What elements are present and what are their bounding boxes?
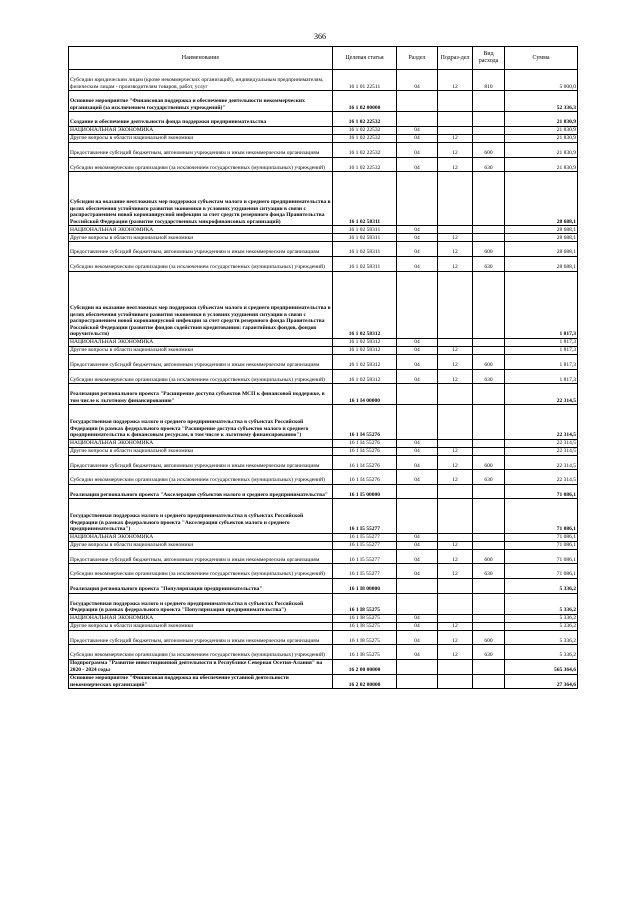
row-name: Предоставление субсидий бюджетным, автономным учреждениям и иным некоммерческим организациям <box>69 142 333 157</box>
row-expense-type <box>473 338 505 346</box>
row-name: Государственная поддержка малого и среднего предпринимательства в субъектах Российской Федерации (в рамках федерального проекта "Акселерация субъектов малого и среднего предпринимательства") <box>69 499 333 533</box>
row-section <box>397 384 438 405</box>
row-target-article: 16 1 02 22532 <box>333 142 397 157</box>
row-expense-type <box>473 593 505 614</box>
row-section: 04 <box>397 447 438 455</box>
row-target-article: 16 1 02 58312 <box>333 346 397 354</box>
row-target-article: 16 1 I4 55276 <box>333 439 397 447</box>
row-expense-type <box>473 384 505 405</box>
row-section: 04 <box>397 70 438 91</box>
row-expense-type <box>473 447 505 455</box>
row-section <box>397 484 438 499</box>
row-expense-type <box>473 579 505 594</box>
row-subsection <box>438 439 473 447</box>
row-expense-type: 630 <box>473 645 505 660</box>
row-sum: 22 314,5 <box>505 470 578 485</box>
row-subsection <box>438 579 473 594</box>
row-section: 04 <box>397 346 438 354</box>
row-section: 04 <box>397 533 438 541</box>
row-expense-type: 630 <box>473 256 505 271</box>
row-expense-type: 810 <box>473 70 505 91</box>
row-name: Предоставление субсидий бюджетным, автономным учреждениям и иным некоммерческим организациям <box>69 549 333 564</box>
row-subsection <box>438 384 473 405</box>
row-subsection: 12 <box>438 455 473 470</box>
row-section <box>397 660 438 675</box>
table-row <box>69 142 578 157</box>
row-section: 04 <box>397 142 438 157</box>
row-target-article: 16 1 02 58311 <box>333 242 397 257</box>
row-sum: 71 086,1 <box>505 564 578 579</box>
row-expense-type: 630 <box>473 369 505 384</box>
row-expense-type: 600 <box>473 455 505 470</box>
row-target-article: 16 1 02 22532 <box>333 112 397 127</box>
row-section <box>397 172 438 226</box>
row-subsection: 12 <box>438 549 473 564</box>
row-name: Предоставление субсидий бюджетным, автономным учреждениям и иным некоммерческим организациям <box>69 354 333 369</box>
row-section: 04 <box>397 126 438 134</box>
row-expense-type <box>473 172 505 226</box>
row-subsection: 12 <box>438 645 473 660</box>
row-expense-type <box>473 234 505 242</box>
table-row <box>69 157 578 172</box>
row-sum: 21 830,9 <box>505 157 578 172</box>
row-section: 04 <box>397 455 438 470</box>
table-row <box>69 660 578 675</box>
row-target-article: 16 1 I5 55277 <box>333 549 397 564</box>
row-section: 04 <box>397 157 438 172</box>
row-subsection <box>438 91 473 112</box>
row-section <box>397 112 438 127</box>
row-sum: 5 336,2 <box>505 593 578 614</box>
row-sum: 28 688,1 <box>505 242 578 257</box>
row-expense-type <box>473 112 505 127</box>
row-sum: 28 688,1 <box>505 172 578 226</box>
table-row <box>69 70 578 91</box>
row-target-article: 16 1 02 58311 <box>333 234 397 242</box>
row-target-article: 16 1 02 58312 <box>333 369 397 384</box>
table-row <box>69 439 578 447</box>
row-expense-type <box>473 134 505 142</box>
row-sum: 5 336,2 <box>505 614 578 622</box>
row-sum: 22 314,5 <box>505 447 578 455</box>
row-sum: 5 336,2 <box>505 645 578 660</box>
row-subsection: 12 <box>438 630 473 645</box>
row-section: 04 <box>397 630 438 645</box>
row-subsection <box>438 172 473 226</box>
row-subsection: 12 <box>438 447 473 455</box>
row-subsection <box>438 271 473 338</box>
row-name: Предоставление субсидий бюджетным, автономным учреждениям и иным некоммерческим организациям <box>69 630 333 645</box>
row-subsection <box>438 660 473 675</box>
page-number: 366 <box>314 32 326 41</box>
row-sum: 5 336,2 <box>505 579 578 594</box>
header-subsection: Подраз-дел <box>438 47 473 70</box>
row-subsection <box>438 226 473 234</box>
row-sum: 71 086,1 <box>505 549 578 564</box>
row-sum: 1 817,3 <box>505 369 578 384</box>
row-subsection: 12 <box>438 369 473 384</box>
table-row <box>69 271 578 338</box>
row-subsection <box>438 593 473 614</box>
row-section: 04 <box>397 439 438 447</box>
table-row <box>69 579 578 594</box>
row-expense-type <box>473 499 505 533</box>
row-subsection <box>438 484 473 499</box>
row-name: Субсидии некоммерческим организациям (за исключением государственных (муниципальных) учреждений) <box>69 564 333 579</box>
table-row <box>69 630 578 645</box>
row-name: Субсидии некоммерческим организациям (за исключением государственных (муниципальных) учреждений) <box>69 256 333 271</box>
row-section: 04 <box>397 134 438 142</box>
row-name: Субсидии юридическим лицам (кроме некоммерческих организаций), индивидуальным предпринимателям, физическим лицам - производителям товаров, работ, услуг <box>69 70 333 91</box>
row-expense-type: 600 <box>473 242 505 257</box>
row-target-article: 16 1 02 58311 <box>333 226 397 234</box>
row-sum: 21 830,9 <box>505 134 578 142</box>
row-section <box>397 674 438 689</box>
row-expense-type: 600 <box>473 142 505 157</box>
row-section <box>397 579 438 594</box>
table-row <box>69 338 578 346</box>
row-sum: 21 830,9 <box>505 142 578 157</box>
table-row <box>69 541 578 549</box>
row-target-article: 16 1 I5 55277 <box>333 533 397 541</box>
row-target-article: 16 1 02 58311 <box>333 172 397 226</box>
row-expense-type <box>473 622 505 630</box>
row-name: Субсидии некоммерческим организациям (за исключением государственных (муниципальных) учреждений) <box>69 157 333 172</box>
table-row <box>69 172 578 226</box>
row-sum: 52 336,3 <box>505 91 578 112</box>
row-sum: 71 086,1 <box>505 541 578 549</box>
row-subsection: 12 <box>438 564 473 579</box>
row-name: НАЦИОНАЛЬНАЯ ЭКОНОМИКА <box>69 338 333 346</box>
row-expense-type <box>473 614 505 622</box>
row-expense-type <box>473 271 505 338</box>
row-section <box>397 499 438 533</box>
row-subsection: 12 <box>438 70 473 91</box>
table-row <box>69 384 578 405</box>
row-target-article: 16 1 02 58312 <box>333 354 397 369</box>
header-section: Раздел <box>397 47 438 70</box>
row-name: Основное мероприятие "Финансовая поддержка на обеспечение уставной деятельности некоммерческих организаций" <box>69 674 333 689</box>
row-subsection: 12 <box>438 541 473 549</box>
row-expense-type <box>473 126 505 134</box>
row-sum: 71 086,1 <box>505 499 578 533</box>
row-name: Другие вопросы в области национальной экономики <box>69 134 333 142</box>
table-row <box>69 499 578 533</box>
row-section <box>397 91 438 112</box>
row-expense-type: 600 <box>473 630 505 645</box>
table-row <box>69 593 578 614</box>
row-target-article: 16 1 02 22532 <box>333 126 397 134</box>
row-target-article: 16 1 I8 55275 <box>333 630 397 645</box>
row-sum: 5 336,2 <box>505 630 578 645</box>
row-name: НАЦИОНАЛЬНАЯ ЭКОНОМИКА <box>69 614 333 622</box>
row-name: Другие вопросы в области национальной экономики <box>69 447 333 455</box>
row-target-article: 16 1 I8 55275 <box>333 593 397 614</box>
row-target-article: 16 1 I8 55275 <box>333 622 397 630</box>
row-name: НАЦИОНАЛЬНАЯ ЭКОНОМИКА <box>69 439 333 447</box>
table-row <box>69 134 578 142</box>
row-name: НАЦИОНАЛЬНАЯ ЭКОНОМИКА <box>69 126 333 134</box>
row-expense-type: 600 <box>473 354 505 369</box>
table-row <box>69 405 578 439</box>
row-expense-type: 630 <box>473 470 505 485</box>
row-sum: 21 830,9 <box>505 112 578 127</box>
row-target-article: 16 1 01 22511 <box>333 70 397 91</box>
row-name: Государственная поддержка малого и среднего предпринимательства в субъектах Российской Федерации (в рамках федерального проекта "Расширение доступа субъектов малого и среднего предпринимательства к финансовым ресурсам, в том числе к льготному финансированию") <box>69 405 333 439</box>
row-section: 04 <box>397 470 438 485</box>
row-subsection <box>438 499 473 533</box>
row-expense-type <box>473 533 505 541</box>
row-sum: 565 364,6 <box>505 660 578 675</box>
row-name: Другие вопросы в области национальной экономики <box>69 541 333 549</box>
row-section: 04 <box>397 549 438 564</box>
row-expense-type <box>473 91 505 112</box>
row-expense-type <box>473 541 505 549</box>
table-row <box>69 564 578 579</box>
row-subsection: 12 <box>438 234 473 242</box>
row-target-article: 16 1 I4 55276 <box>333 405 397 439</box>
row-sum: 5 000,0 <box>505 70 578 91</box>
row-target-article: 16 1 I4 00000 <box>333 384 397 405</box>
row-section <box>397 593 438 614</box>
table-row <box>69 622 578 630</box>
row-target-article: 16 1 02 22532 <box>333 134 397 142</box>
row-target-article: 16 1 I4 55276 <box>333 470 397 485</box>
row-section: 04 <box>397 354 438 369</box>
row-name: НАЦИОНАЛЬНАЯ ЭКОНОМИКА <box>69 226 333 234</box>
table-row <box>69 242 578 257</box>
row-target-article: 16 1 I5 55277 <box>333 541 397 549</box>
row-expense-type: 630 <box>473 564 505 579</box>
table-row <box>69 256 578 271</box>
row-target-article: 16 1 02 58312 <box>333 338 397 346</box>
row-sum: 1 817,3 <box>505 338 578 346</box>
row-name: Другие вопросы в области национальной экономики <box>69 622 333 630</box>
row-target-article: 16 1 I8 55275 <box>333 645 397 660</box>
row-expense-type <box>473 405 505 439</box>
row-name: Основное мероприятие "Финансовая поддержка и обеспечение деятельности некоммерческих организаций (за исключением государственных учреждений)" <box>69 91 333 112</box>
row-subsection: 12 <box>438 346 473 354</box>
header-sum: Сумма <box>505 47 578 70</box>
table-row <box>69 533 578 541</box>
row-subsection: 12 <box>438 157 473 172</box>
row-sum: 22 314,5 <box>505 439 578 447</box>
header-expense-type: Вид расхода <box>473 47 505 70</box>
table-row <box>69 470 578 485</box>
row-section: 04 <box>397 369 438 384</box>
row-section: 04 <box>397 614 438 622</box>
row-name: НАЦИОНАЛЬНАЯ ЭКОНОМИКА <box>69 533 333 541</box>
row-name: Другие вопросы в области национальной экономики <box>69 346 333 354</box>
row-subsection: 12 <box>438 622 473 630</box>
row-sum: 22 314,5 <box>505 455 578 470</box>
row-target-article: 16 1 02 00000 <box>333 91 397 112</box>
row-target-article: 16 1 02 22532 <box>333 157 397 172</box>
table-row <box>69 91 578 112</box>
row-name: Субсидии некоммерческим организациям (за исключением государственных (муниципальных) учреждений) <box>69 470 333 485</box>
row-sum: 27 364,6 <box>505 674 578 689</box>
row-sum: 22 314,5 <box>505 384 578 405</box>
table-row <box>69 126 578 134</box>
row-subsection <box>438 614 473 622</box>
row-section: 04 <box>397 541 438 549</box>
row-expense-type <box>473 484 505 499</box>
row-target-article: 16 1 I5 00000 <box>333 484 397 499</box>
row-expense-type <box>473 226 505 234</box>
row-name: Субсидии на оказание неотложных мер поддержки субъектам малого и среднего предпринимательства в целях обеспечения устойчивого развития экономики в условиях ухудшения ситуации в связи с распространением новой коронавирусной инфекции за счет средств резервного фонда Правительства Российской Федерации (развитие фондов содействия кредитованию: гарантийных фондов, фондов поручительств) <box>69 271 333 338</box>
row-expense-type <box>473 346 505 354</box>
row-name: Реализация регионального проекта "Популяризация предпринимательства" <box>69 579 333 594</box>
row-section: 04 <box>397 338 438 346</box>
row-name: Государственная поддержка малого и среднего предпринимательства в субъектах Российской Федерации (в рамках федерального проекта "Популяризация предпринимательства") <box>69 593 333 614</box>
row-name: Субсидии некоммерческим организациям (за исключением государственных (муниципальных) учреждений) <box>69 369 333 384</box>
row-name: Реализация регионального проекта "Акселерация субъектов малого и среднего предпринимательства" <box>69 484 333 499</box>
row-sum: 5 336,2 <box>505 622 578 630</box>
table-header-row <box>69 47 578 70</box>
row-section: 04 <box>397 645 438 660</box>
row-sum: 21 830,9 <box>505 126 578 134</box>
table-row <box>69 645 578 660</box>
row-section: 04 <box>397 622 438 630</box>
row-sum: 28 688,1 <box>505 226 578 234</box>
row-name: Субсидии некоммерческим организациям (за исключением государственных (муниципальных) учреждений) <box>69 645 333 660</box>
row-section <box>397 405 438 439</box>
table-row <box>69 484 578 499</box>
row-subsection <box>438 338 473 346</box>
row-expense-type <box>473 439 505 447</box>
row-subsection <box>438 126 473 134</box>
table-row <box>69 346 578 354</box>
row-subsection <box>438 112 473 127</box>
table-body <box>69 70 578 689</box>
row-section: 04 <box>397 256 438 271</box>
row-target-article: 16 1 I5 55277 <box>333 499 397 533</box>
row-sum: 1 817,3 <box>505 354 578 369</box>
row-sum: 71 086,1 <box>505 484 578 499</box>
row-section: 04 <box>397 234 438 242</box>
row-subsection <box>438 405 473 439</box>
row-name: Предоставление субсидий бюджетным, автономным учреждениям и иным некоммерческим организациям <box>69 242 333 257</box>
row-expense-type <box>473 660 505 675</box>
row-subsection: 12 <box>438 354 473 369</box>
row-subsection: 12 <box>438 142 473 157</box>
row-expense-type <box>473 674 505 689</box>
row-section: 04 <box>397 564 438 579</box>
header-target-article: Целевая статья <box>333 47 397 70</box>
budget-table <box>68 46 578 689</box>
row-subsection: 12 <box>438 242 473 257</box>
row-target-article: 16 1 I8 00000 <box>333 579 397 594</box>
table-row <box>69 226 578 234</box>
row-expense-type: 630 <box>473 157 505 172</box>
row-subsection: 12 <box>438 256 473 271</box>
table-row <box>69 354 578 369</box>
table-row <box>69 549 578 564</box>
row-subsection: 12 <box>438 134 473 142</box>
row-name: Другие вопросы в области национальной экономики <box>69 234 333 242</box>
row-subsection: 12 <box>438 470 473 485</box>
row-name: Реализация регионального проекта "Расширение доступа субъектов МСП к финансовой поддержке, в том числе к льготному финансированию" <box>69 384 333 405</box>
row-sum: 22 314,5 <box>505 405 578 439</box>
row-target-article: 16 2 00 00000 <box>333 660 397 675</box>
row-name: Подпрограмма "Развитие инвестиционной деятельности в Республике Северная Осетия-Алания" на 2020 - 2024 годы <box>69 660 333 675</box>
table-row <box>69 447 578 455</box>
row-sum: 28 688,1 <box>505 234 578 242</box>
row-expense-type: 600 <box>473 549 505 564</box>
row-target-article: 16 2 02 00000 <box>333 674 397 689</box>
table-row <box>69 674 578 689</box>
row-subsection <box>438 674 473 689</box>
row-subsection <box>438 533 473 541</box>
row-sum: 1 817,3 <box>505 271 578 338</box>
row-sum: 71 086,1 <box>505 533 578 541</box>
table-row <box>69 112 578 127</box>
row-target-article: 16 1 I8 55275 <box>333 614 397 622</box>
table-row <box>69 614 578 622</box>
row-sum: 1 817,3 <box>505 346 578 354</box>
table-row <box>69 369 578 384</box>
header-name: Наименование <box>69 47 333 70</box>
row-target-article: 16 1 I4 55276 <box>333 447 397 455</box>
row-target-article: 16 1 I4 55276 <box>333 455 397 470</box>
row-target-article: 16 1 02 58311 <box>333 256 397 271</box>
row-name: Субсидии на оказание неотложных мер поддержки субъектам малого и среднего предпринимательства в целях обеспечения устойчивого развития экономики в условиях ухудшения ситуации в связи с распространением новой коронавирусной инфекции за счет средств резервного фонда Правительства Российской Федерации (развитие государственных микрофинансовых организаций) <box>69 172 333 226</box>
table-row <box>69 234 578 242</box>
row-target-article: 16 1 I5 55277 <box>333 564 397 579</box>
table-row <box>69 455 578 470</box>
row-name: Создание и обеспечение деятельности фонда поддержки предпринимательства <box>69 112 333 127</box>
row-sum: 28 688,1 <box>505 256 578 271</box>
row-target-article: 16 1 02 58312 <box>333 271 397 338</box>
row-section: 04 <box>397 226 438 234</box>
row-name: Предоставление субсидий бюджетным, автономным учреждениям и иным некоммерческим организациям <box>69 455 333 470</box>
row-section <box>397 271 438 338</box>
row-section: 04 <box>397 242 438 257</box>
